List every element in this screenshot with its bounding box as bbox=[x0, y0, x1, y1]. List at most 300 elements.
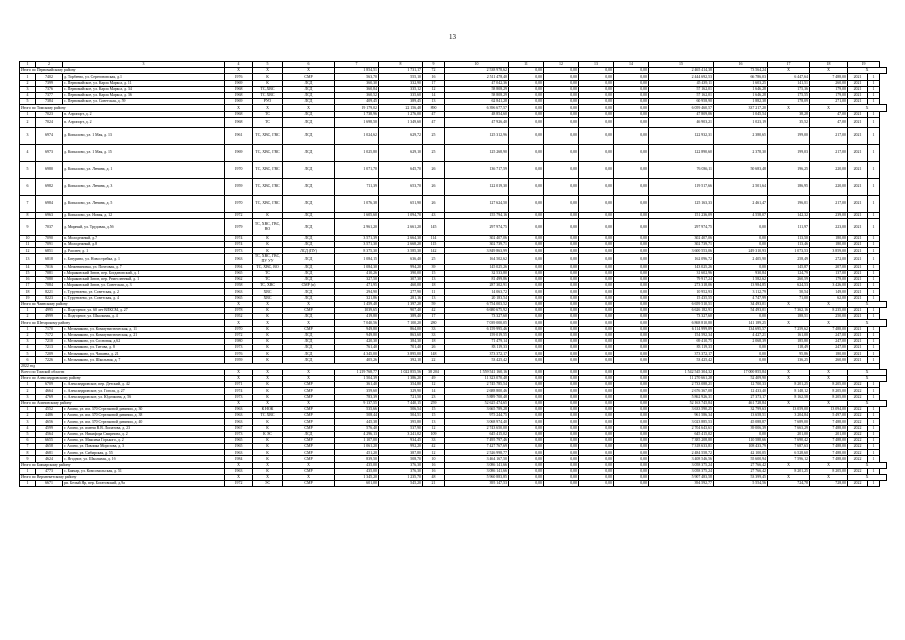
table-cell: 0,00 bbox=[509, 314, 544, 320]
table-cell: 0,00 bbox=[509, 248, 544, 254]
table-body bbox=[20, 62, 887, 487]
table-cell: 247,00 bbox=[810, 345, 848, 351]
table-cell: г. Асино, ул. Сибирская, д. 55 bbox=[63, 450, 225, 456]
table-cell: 0,00 bbox=[544, 382, 579, 388]
table-cell: п. Молодежный, д.8 bbox=[63, 242, 225, 248]
table-cell: 728,00 bbox=[810, 481, 848, 487]
subtotal-cell: 1 386,20 bbox=[379, 376, 423, 382]
table-cell: 141,51 bbox=[768, 80, 810, 86]
table-cell: 12 bbox=[20, 248, 36, 254]
table-cell: 26 bbox=[423, 178, 445, 195]
table-cell: 6 bbox=[20, 357, 36, 363]
table-cell: 145,87 bbox=[768, 264, 810, 270]
table-cell: 7210 bbox=[36, 338, 63, 344]
table-cell: 1 bbox=[868, 406, 880, 412]
table-cell: 3 633 590,25 bbox=[649, 406, 714, 412]
table-cell: 471,95 bbox=[335, 283, 379, 289]
table-cell: ЛСД bbox=[283, 242, 335, 248]
table-cell: 297 974,75 bbox=[445, 218, 509, 235]
table-cell: 43 bbox=[423, 212, 445, 218]
table-cell: 0,00 bbox=[509, 195, 544, 212]
table-cell: 47 bbox=[423, 111, 445, 117]
subtotal-cell: 0,00 bbox=[509, 376, 544, 382]
table-cell: 1 bbox=[868, 212, 880, 218]
table-cell: 2022 bbox=[848, 431, 868, 437]
table-cell: 3 849 863,99 bbox=[445, 248, 509, 254]
table-cell: К bbox=[253, 242, 283, 248]
table-cell: 281,16 bbox=[379, 295, 423, 301]
table-cell: 260,00 bbox=[810, 357, 848, 363]
table-cell: 1 bbox=[868, 388, 880, 394]
table-cell: 9 bbox=[20, 218, 36, 235]
subtotal-cell: X bbox=[225, 400, 253, 406]
table-cell: 6709 bbox=[36, 382, 63, 388]
table-cell: 0,00 bbox=[509, 270, 544, 276]
table-cell: 18 bbox=[20, 289, 36, 295]
table-cell: 2021 bbox=[848, 295, 868, 301]
subtotal-cell: 0,00 bbox=[579, 462, 614, 468]
table-cell: 35,52 bbox=[768, 117, 810, 127]
table-cell: ЛСД bbox=[283, 86, 335, 92]
table-cell: 0,00 bbox=[614, 270, 649, 276]
table-cell: 15 bbox=[20, 270, 36, 276]
table-cell: 992,20 bbox=[379, 444, 423, 450]
table-cell: 114 bbox=[423, 235, 445, 241]
table-cell: 0,00 bbox=[509, 332, 544, 338]
table-cell: 58 808,29 bbox=[445, 86, 509, 92]
table-cell: 307,30 bbox=[379, 277, 423, 283]
table-cell: 321,86 bbox=[335, 295, 379, 301]
table-cell: 0,00 bbox=[544, 254, 579, 264]
table-cell: 8 bbox=[20, 450, 36, 456]
subtotal-cell: X bbox=[283, 301, 335, 307]
table-cell: 1 bbox=[868, 419, 880, 425]
table-cell: 6 bbox=[20, 437, 36, 443]
table-cell: 2021 bbox=[848, 178, 868, 195]
table-cell: 0,00 bbox=[614, 99, 649, 105]
table-cell: 0,00 bbox=[614, 332, 649, 338]
column-number: 8 bbox=[379, 62, 423, 68]
table-cell: 127 624,50 bbox=[445, 195, 509, 212]
table-cell: 0,00 bbox=[509, 450, 544, 456]
subtotal-cell: 1 345,20 bbox=[335, 475, 379, 481]
table-cell: 949,80 bbox=[335, 326, 379, 332]
table-cell: 27 373,17 bbox=[714, 394, 768, 400]
table-cell: д. Копылово, ул. Ленина, д. 5 bbox=[63, 195, 225, 212]
table-cell: СМР bbox=[283, 456, 335, 462]
table-cell: 6973 bbox=[36, 144, 63, 161]
table-cell: 0,00 bbox=[544, 388, 579, 394]
table-cell: 247,00 bbox=[810, 332, 848, 338]
table-cell: 7 259,62 bbox=[768, 326, 810, 332]
table-cell: 0,00 bbox=[509, 218, 544, 235]
table-cell: ЛСД bbox=[283, 314, 335, 320]
table-cell: 384,30 bbox=[379, 338, 423, 344]
table-cell: 0,00 bbox=[614, 218, 649, 235]
table-cell: 3 bbox=[20, 86, 36, 92]
subtotal-cell: 5 960 883,85 bbox=[445, 475, 509, 481]
table-cell: с. Первомайское, ул. Карла Маркса, д. 36 bbox=[63, 92, 225, 98]
table-cell: 0,00 bbox=[509, 351, 544, 357]
table-cell: 7 488,00 bbox=[810, 74, 848, 80]
table-cell: д. Мирный, ул. Трудовая, д.5б bbox=[63, 218, 225, 235]
table-cell: 7377 bbox=[36, 92, 63, 98]
table-cell: 1 bbox=[868, 264, 880, 270]
table-cell: 0,00 bbox=[579, 388, 614, 394]
table-cell: 1 349,60 bbox=[379, 117, 423, 127]
table-cell: 122 932,31 bbox=[649, 127, 714, 144]
table-cell: ЛСД bbox=[283, 92, 335, 98]
table-cell: 0,00 bbox=[544, 99, 579, 105]
subtotal-cell: 0,00 bbox=[614, 301, 649, 307]
table-cell: 48 854,60 bbox=[445, 111, 509, 117]
table-cell: 0,00 bbox=[579, 144, 614, 161]
subtotal-cell: 0,00 bbox=[614, 369, 649, 375]
table-cell: 5 554,56 bbox=[714, 481, 768, 487]
table-cell: г. Асино, ул. им. 370 Стрелковой дивизии, д. 30 bbox=[63, 406, 225, 412]
subtotal-cell: 9 137,55 bbox=[335, 400, 379, 406]
table-cell: 332,90 bbox=[379, 80, 423, 86]
table-cell: 2 444 692,53 bbox=[649, 74, 714, 80]
subtotal-cell: X bbox=[810, 400, 848, 406]
table-cell: 373 372,17 bbox=[445, 351, 509, 357]
table-cell: СМР bbox=[283, 413, 335, 419]
table-cell: 149,00 bbox=[810, 289, 848, 295]
table-cell: 118,49 bbox=[768, 345, 810, 351]
table-cell: 7 385 208,80 bbox=[649, 437, 714, 443]
table-cell: 0,00 bbox=[614, 338, 649, 344]
subtotal-cell: 0,00 bbox=[509, 475, 544, 481]
table-cell: 0,00 bbox=[579, 212, 614, 218]
table-cell: 0,00 bbox=[509, 307, 544, 313]
table-cell: 1 073,53 bbox=[768, 248, 810, 254]
table-cell: 45 439,11 bbox=[649, 80, 714, 86]
table-cell: 12 bbox=[423, 425, 445, 431]
subtotal-cell: 3 058 375,24 bbox=[649, 462, 714, 468]
table-row bbox=[20, 254, 887, 264]
subtotal-cell: 17 000 855,84 bbox=[714, 369, 768, 375]
table-cell: 2021 bbox=[848, 307, 868, 313]
table-cell: 2 733 088,21 bbox=[649, 382, 714, 388]
table-cell: 115 bbox=[423, 242, 445, 248]
table-cell: 0,00 bbox=[509, 111, 544, 117]
table-cell: 10 bbox=[423, 456, 445, 462]
subtotal-cell: X bbox=[283, 320, 335, 326]
table-cell: 2021 bbox=[848, 264, 868, 270]
table-cell: 57 162,01 bbox=[649, 92, 714, 98]
subtotal-cell: X bbox=[225, 105, 253, 111]
table-cell: 0,00 bbox=[509, 382, 544, 388]
table-cell: 0,00 bbox=[509, 99, 544, 105]
table-cell: ЛСД bbox=[283, 295, 335, 301]
table-cell: РУО bbox=[253, 99, 283, 105]
table-cell: 8 205,00 bbox=[810, 468, 848, 474]
table-cell: К bbox=[253, 345, 283, 351]
subtotal-cell: X bbox=[810, 369, 848, 375]
year-label: 2022 год bbox=[20, 363, 880, 369]
table-cell: 250,00 bbox=[810, 314, 848, 320]
subtotal-cell: X bbox=[848, 400, 887, 406]
table-cell: К bbox=[253, 314, 283, 320]
table-cell: 26 bbox=[423, 161, 445, 178]
table-cell: 2022 bbox=[848, 481, 868, 487]
table-cell: 2021 bbox=[848, 242, 868, 248]
table-cell: 0,00 bbox=[579, 468, 614, 474]
table-cell: 3 bbox=[20, 127, 36, 144]
subtotal-cell: 6 754 003,52 bbox=[445, 301, 509, 307]
subtotal-cell: X bbox=[253, 369, 283, 375]
table-cell: 164 502,62 bbox=[445, 254, 509, 264]
table-cell: 2021 bbox=[848, 326, 868, 332]
table-cell: 711,39 bbox=[335, 178, 379, 195]
table-cell: 1968 bbox=[225, 86, 253, 92]
column-number: 4 bbox=[225, 62, 253, 68]
subtotal-cell: 0,00 bbox=[614, 475, 649, 481]
table-cell: 60 958,90 bbox=[649, 99, 714, 105]
table-cell: 260,00 bbox=[810, 80, 848, 86]
table-cell: 137,00 bbox=[810, 270, 848, 276]
table-cell: ЛСД bbox=[283, 117, 335, 127]
table-cell: 1 bbox=[868, 127, 880, 144]
subtotal-cell: X bbox=[225, 369, 253, 375]
column-number: 3 bbox=[63, 62, 225, 68]
table-cell: ТС bbox=[253, 111, 283, 117]
table-cell: 0,00 bbox=[614, 254, 649, 264]
table-cell: 0,00 bbox=[544, 144, 579, 161]
table-cell: ТС bbox=[253, 277, 283, 283]
subtotal-label: Итого по Александровскому району bbox=[20, 376, 225, 382]
table-cell: 0,00 bbox=[614, 86, 649, 92]
table-cell: 0,00 bbox=[579, 326, 614, 332]
table-cell: 33 bbox=[423, 332, 445, 338]
table-cell: 272,00 bbox=[810, 254, 848, 264]
table-cell: 1958 bbox=[225, 283, 253, 289]
table-cell: 645 415,02 bbox=[649, 431, 714, 437]
subtotal-cell: 435,00 bbox=[335, 462, 379, 468]
table-cell: ХВС bbox=[253, 289, 283, 295]
table-cell: 1 bbox=[20, 307, 36, 313]
table-cell: 2021 bbox=[848, 74, 868, 80]
table-cell: ЛСД bbox=[283, 289, 335, 295]
table-cell: 724,78 bbox=[768, 481, 810, 487]
subtotal-cell: 22 156,48 bbox=[379, 105, 423, 111]
subtotal-cell: 7 040,56 bbox=[335, 320, 379, 326]
table-cell: К НОК bbox=[253, 406, 283, 412]
table-cell: 1969 bbox=[225, 99, 253, 105]
table-cell: 0,00 bbox=[544, 444, 579, 450]
table-cell: 0,00 bbox=[544, 413, 579, 419]
table-cell: 180,00 bbox=[810, 351, 848, 357]
table-cell: 151 236,09 bbox=[649, 212, 714, 218]
table-cell: 188,51 bbox=[768, 314, 810, 320]
table-cell: 249 310,93 bbox=[714, 248, 768, 254]
table-cell: СМР (п) bbox=[283, 283, 335, 289]
table-cell: СМР bbox=[283, 326, 335, 332]
table-cell: К bbox=[253, 419, 283, 425]
table-cell: 1963 bbox=[225, 450, 253, 456]
table-cell: 0,00 bbox=[579, 419, 614, 425]
table-cell: 2022 bbox=[848, 444, 868, 450]
table-cell: 1961 bbox=[225, 127, 253, 144]
subtotal-cell: X bbox=[848, 475, 887, 481]
table-cell: с. Турунтаево, ул. Советская, д. 2 bbox=[63, 289, 225, 295]
table-cell: 1 bbox=[868, 270, 880, 276]
table-cell: ЛСД bbox=[283, 218, 335, 235]
table-cell: 7 427 767,69 bbox=[445, 444, 509, 450]
table-cell: 2021 bbox=[848, 254, 868, 264]
table-cell: 12 433,40 bbox=[714, 388, 768, 394]
table-cell: 1 bbox=[868, 248, 880, 254]
table-cell: 13 bbox=[423, 419, 445, 425]
table-cell: 0,00 bbox=[614, 307, 649, 313]
table-cell: 0,00 bbox=[579, 382, 614, 388]
table-cell: 3 bbox=[20, 338, 36, 344]
table-cell: ТС bbox=[253, 270, 283, 276]
subtotal-cell: 2 465 414,38 bbox=[649, 68, 714, 74]
table-cell: 62,00 bbox=[810, 295, 848, 301]
subtotal-cell: 1 219 768,77 bbox=[335, 369, 379, 375]
table-cell: 2 bbox=[20, 80, 36, 86]
table-cell: 1039,65 bbox=[335, 307, 379, 313]
table-cell: 7016 bbox=[36, 264, 63, 270]
table-cell: 7091 bbox=[36, 242, 63, 248]
table-cell: 2 676 367,08 bbox=[649, 388, 714, 394]
table-cell: 8 375,30 bbox=[335, 248, 379, 254]
table-cell: 508,44 bbox=[335, 413, 379, 419]
table-cell: 0,00 bbox=[579, 283, 614, 289]
table-cell: 1 107,00 bbox=[335, 437, 379, 443]
table-cell: 42 100,05 bbox=[714, 450, 768, 456]
table-cell: 1952 bbox=[225, 314, 253, 320]
table-cell: 4656 bbox=[36, 419, 63, 425]
table-cell: 7 318 633,81 bbox=[649, 444, 714, 450]
table-cell: 5 889 700,48 bbox=[445, 394, 509, 400]
table-cell: 4664 bbox=[36, 388, 63, 394]
subtotal-cell: 0,00 bbox=[579, 475, 614, 481]
table-cell: ЛСД bbox=[283, 144, 335, 161]
table-cell: 0,00 bbox=[544, 351, 579, 357]
subtotal-cell: X bbox=[768, 400, 810, 406]
table-cell: 2022 bbox=[848, 406, 868, 412]
table-cell: 2 511 478,40 bbox=[445, 74, 509, 80]
table-cell: 142 bbox=[423, 248, 445, 254]
subtotal-cell: 0,00 bbox=[579, 320, 614, 326]
table-cell: 0,00 bbox=[509, 235, 544, 241]
table-cell: 271,00 bbox=[810, 99, 848, 105]
table-cell: 201,00 bbox=[810, 431, 848, 437]
subtotal-cell: 0,00 bbox=[544, 320, 579, 326]
table-cell: 0,00 bbox=[579, 117, 614, 127]
table-cell: 0,00 bbox=[544, 468, 579, 474]
table-cell: 0,00 bbox=[579, 270, 614, 276]
table-cell: 1963 bbox=[225, 289, 253, 295]
table-cell: 76 036,11 bbox=[649, 161, 714, 178]
subtotal-cell: X bbox=[253, 320, 283, 326]
table-cell: К bbox=[253, 338, 283, 344]
table-cell: К bbox=[253, 394, 283, 400]
table-cell: 0,00 bbox=[614, 357, 649, 363]
table-cell: 5 bbox=[20, 431, 36, 437]
table-cell: СМР bbox=[283, 419, 335, 425]
table-cell: 145 bbox=[423, 218, 445, 235]
table-cell: 33 bbox=[423, 326, 445, 332]
subtotal-cell: 337 217,20 bbox=[714, 105, 768, 111]
table-cell: 5 bbox=[20, 99, 36, 105]
table-cell: г. Асино, ул. им. 370 Стрелковой дивизии, д. 40 bbox=[63, 419, 225, 425]
subtotal-cell: 1 854,51 bbox=[335, 68, 379, 74]
table-cell: 961 586,34 bbox=[649, 413, 714, 419]
table-cell: 4 bbox=[20, 345, 36, 351]
table-cell: 1 bbox=[868, 218, 880, 235]
table-cell: 3 408 546,56 bbox=[649, 456, 714, 462]
table-cell: 1 061,20 bbox=[335, 444, 379, 450]
table-cell: 1973 bbox=[225, 345, 253, 351]
table-cell: 7090 bbox=[36, 235, 63, 241]
table-cell: 1 646,28 bbox=[714, 92, 768, 98]
table-cell: ЛСД bbox=[283, 161, 335, 178]
table-cell: 14 bbox=[20, 264, 36, 270]
subtotal-label: Итого по Чаинскому району bbox=[20, 301, 225, 307]
table-cell: 8 bbox=[20, 212, 36, 218]
table-cell: д. Копылово, ул. Ленина, д. 1 bbox=[63, 161, 225, 178]
subtotal-cell: 6 659 510,51 bbox=[649, 301, 714, 307]
table-cell: 0,00 bbox=[614, 80, 649, 86]
table-cell: 8 205,00 bbox=[810, 382, 848, 388]
table-cell: 7 488,00 bbox=[810, 326, 848, 332]
table-cell: 143 025,26 bbox=[649, 264, 714, 270]
table-cell: 390,00 bbox=[379, 270, 423, 276]
table-cell: 0,00 bbox=[614, 326, 649, 332]
table-cell: 387,80 bbox=[379, 450, 423, 456]
table-cell: 1 bbox=[868, 326, 880, 332]
table-cell: 7 362,16 bbox=[768, 307, 810, 313]
table-cell: 145 025,26 bbox=[445, 264, 509, 270]
subtotal-label: Итого по Шегарскому району bbox=[20, 320, 225, 326]
table-cell: К bbox=[253, 248, 283, 254]
table-cell: 0,00 bbox=[614, 456, 649, 462]
table-cell: 1979 bbox=[225, 218, 253, 235]
table-cell: 277,90 bbox=[379, 289, 423, 295]
table-cell: 0,00 bbox=[714, 314, 768, 320]
table-cell: 1 276,00 bbox=[379, 111, 423, 117]
table-cell: 109 bbox=[423, 431, 445, 437]
table-cell: ТС, ХВС, ГВС bbox=[253, 144, 283, 161]
table-cell: 0,00 bbox=[614, 419, 649, 425]
subtotal-cell: 6 059 460,57 bbox=[649, 105, 714, 111]
table-cell: ЛСД bbox=[283, 111, 335, 117]
table-cell: 0,00 bbox=[509, 481, 544, 487]
table-cell: 2021 bbox=[848, 218, 868, 235]
subtotal-cell: X bbox=[810, 301, 848, 307]
table-cell: 0,00 bbox=[579, 92, 614, 98]
table-cell: ТС, ХВС, ВО bbox=[253, 264, 283, 270]
table-cell: ЛСД bbox=[283, 270, 335, 276]
table-cell: ЛСД bbox=[283, 332, 335, 338]
table-cell: 0,00 bbox=[509, 264, 544, 270]
table-cell: 161,00 bbox=[768, 332, 810, 338]
table-cell: 1965 bbox=[225, 270, 253, 276]
table-cell: 2021 bbox=[848, 117, 868, 127]
table-cell: 360,30 bbox=[335, 80, 379, 86]
table-cell: 13 658,51 bbox=[714, 413, 768, 419]
table-cell: 3 585,30 bbox=[379, 248, 423, 254]
table-cell: ТС, ХВС, ГВС bbox=[253, 161, 283, 178]
subtotal-cell: 1 022 855,56 bbox=[379, 369, 423, 375]
table-cell: 1 bbox=[868, 351, 880, 357]
table-cell: 2 405,90 bbox=[714, 254, 768, 264]
subtotal-cell: 0,00 bbox=[544, 369, 579, 375]
table-cell: 0,00 bbox=[579, 80, 614, 86]
